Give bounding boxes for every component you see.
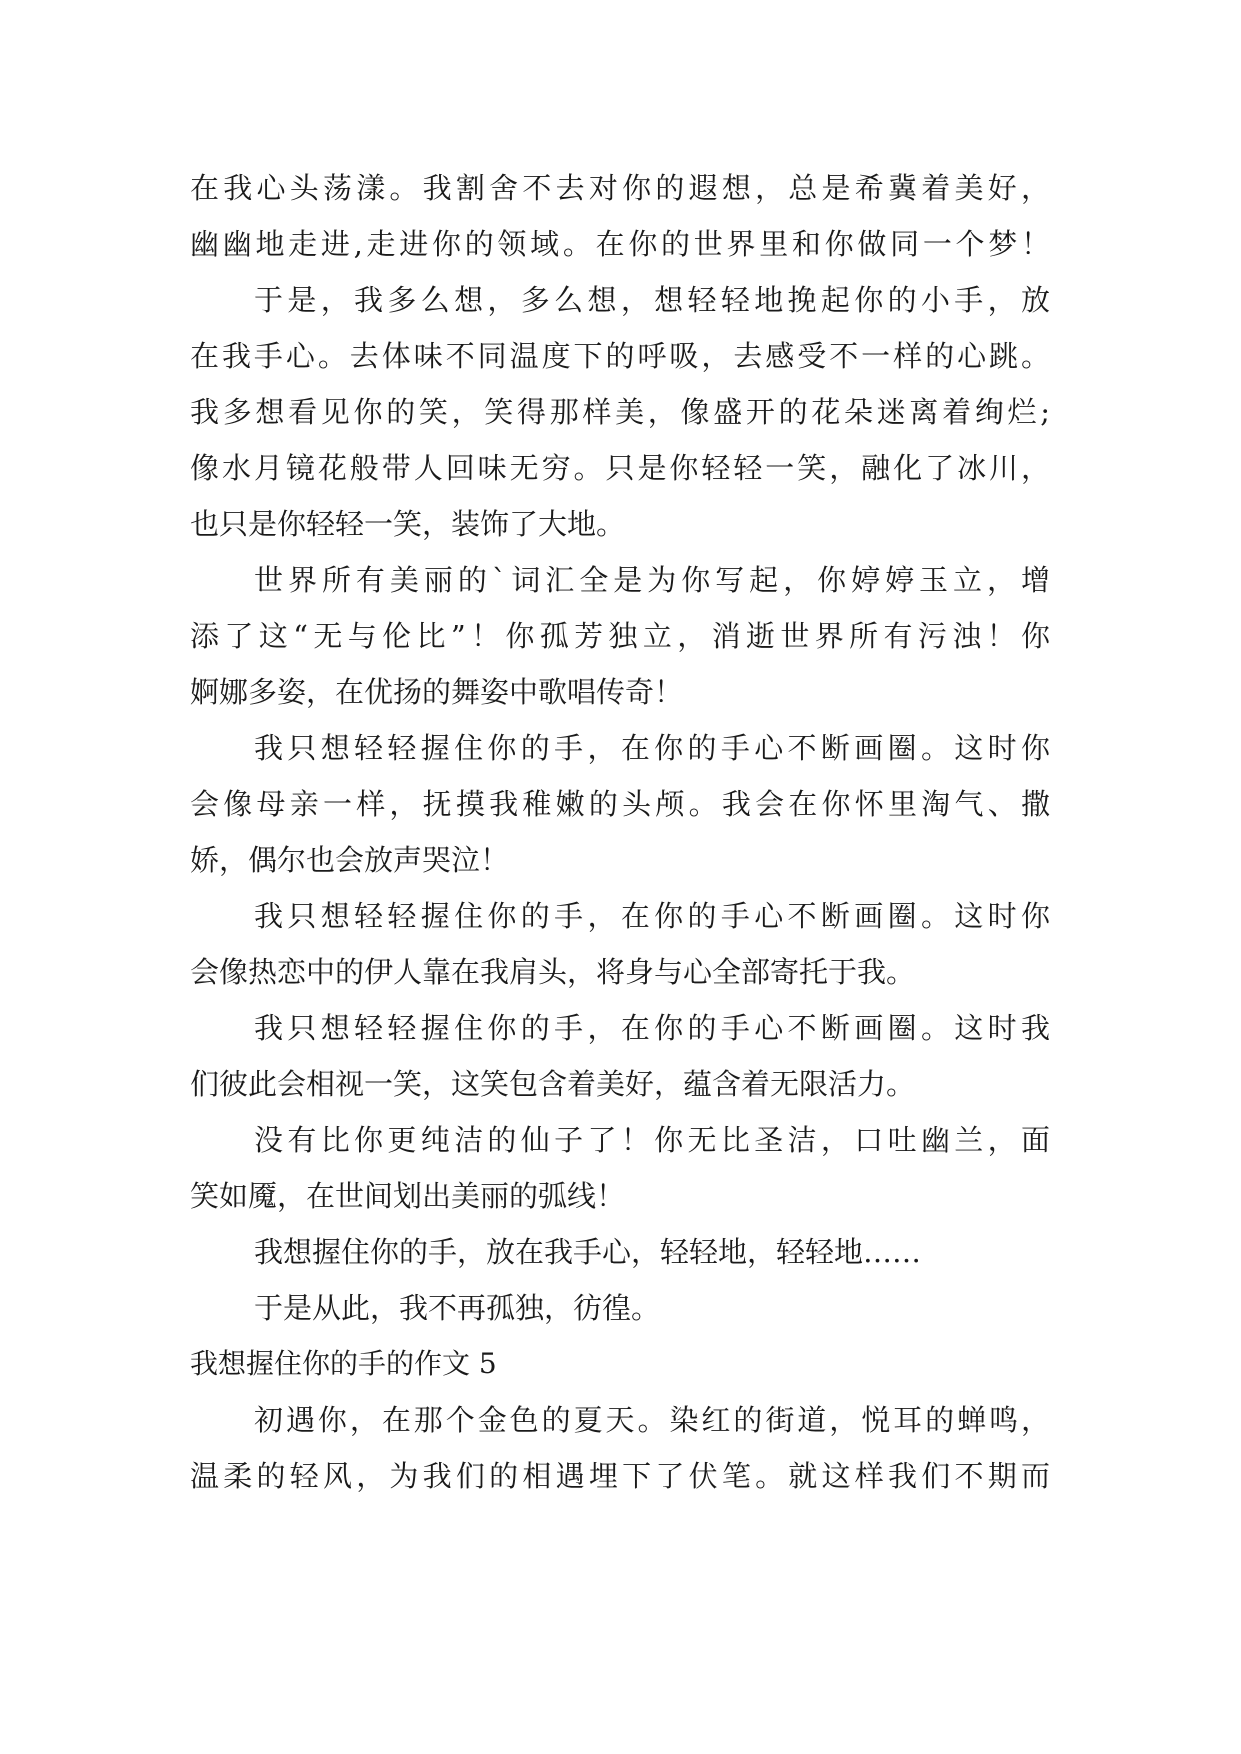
paragraph-first-line: 世界所有美丽的`词汇全是为你写起，你婷婷玉立，增 bbox=[254, 563, 1050, 597]
paragraph-first-line: 没有比你更纯洁的仙子了！你无比圣洁，口吐幽兰，面 bbox=[254, 1123, 1050, 1157]
text-line: 添了这“无与伦比”！你孤芳独立，消逝世界所有污浊！你 bbox=[190, 619, 1050, 653]
paragraph-first-line: 于是，我多么想，多么想，想轻轻地挽起你的小手，放 bbox=[254, 283, 1050, 317]
text-line: 们彼此会相视一笑，这笑包含着美好，蕴含着无限活力。 bbox=[190, 1067, 916, 1101]
text-line: 会像热恋中的伊人靠在我肩头，将身与心全部寄托于我。 bbox=[190, 955, 916, 989]
paragraph-first-line: 我只想轻轻握住你的手，在你的手心不断画圈。这时我 bbox=[254, 1011, 1050, 1045]
body-text bbox=[190, 160, 1050, 1504]
section-heading: 我想握住你的手的作文 5 bbox=[190, 1347, 497, 1380]
text-line: 我多想看见你的笑，笑得那样美，像盛开的花朵迷离着绚烂; bbox=[190, 395, 1050, 429]
text-line: 幽幽地走进,走进你的领域。在你的世界里和你做同一个梦！ bbox=[190, 227, 1050, 261]
text-line: 笑如魇，在世间划出美丽的弧线！ bbox=[190, 1179, 626, 1213]
paragraph-first-line: 我只想轻轻握住你的手，在你的手心不断画圈。这时你 bbox=[254, 731, 1050, 765]
paragraph-first-line: 初遇你，在那个金色的夏天。染红的街道，悦耳的蝉鸣， bbox=[254, 1403, 1050, 1437]
text-line: 像水月镜花般带人回味无穷。只是你轻轻一笑，融化了冰川， bbox=[190, 451, 1050, 485]
text-line: 也只是你轻轻一笑，装饰了大地。 bbox=[190, 507, 626, 541]
paragraph-first-line: 我只想轻轻握住你的手，在你的手心不断画圈。这时你 bbox=[254, 899, 1050, 933]
text-line: 会像母亲一样，抚摸我稚嫩的头颅。我会在你怀里淘气、撒 bbox=[190, 787, 1050, 821]
text-line: 婀娜多姿，在优扬的舞姿中歌唱传奇！ bbox=[190, 675, 684, 709]
paragraph-first-line: 我想握住你的手，放在我手心，轻轻地，轻轻地…… bbox=[254, 1235, 922, 1269]
text-line: 在我心头荡漾。我割舍不去对你的遐想，总是希冀着美好， bbox=[190, 171, 1050, 205]
paragraph-first-line: 于是从此，我不再孤独，彷徨。 bbox=[254, 1291, 661, 1325]
text-line: 温柔的轻风，为我们的相遇埋下了伏笔。就这样我们不期而 bbox=[190, 1459, 1050, 1493]
text-line: 娇，偶尔也会放声哭泣！ bbox=[190, 843, 510, 877]
text-line: 在我手心。去体味不同温度下的呼吸，去感受不一样的心跳。 bbox=[190, 339, 1050, 373]
